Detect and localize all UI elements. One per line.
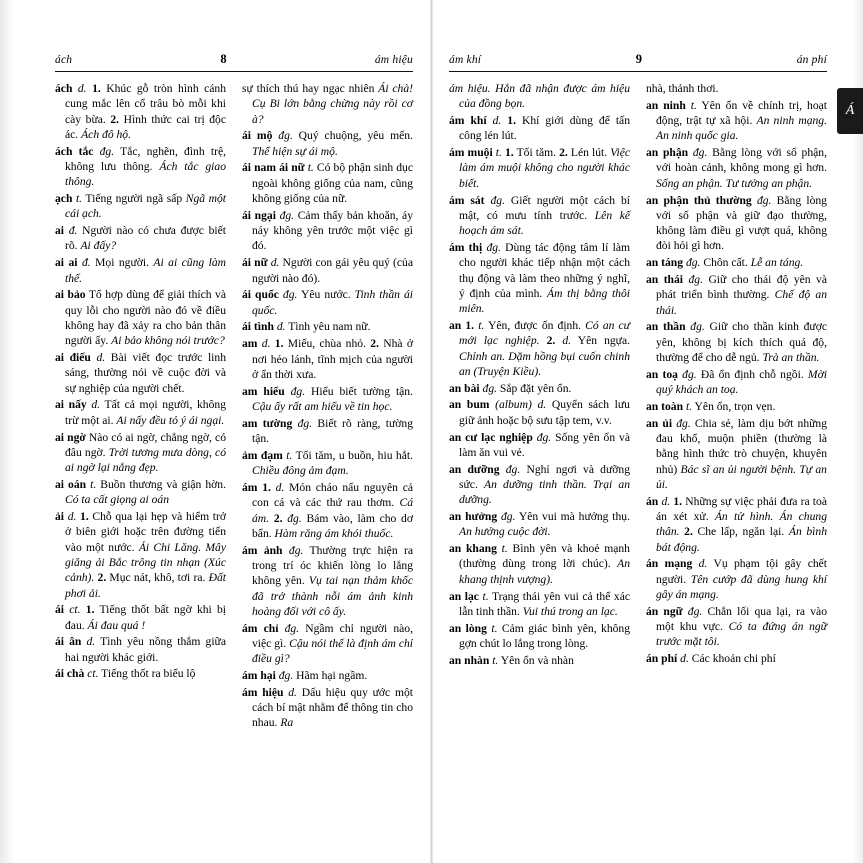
right-header-rule [449, 71, 827, 72]
dictionary-entry: an dưỡng đg. Nghỉ ngơi và dưỡng sức. An dưỡng tinh thần. Trại an dưỡng. [449, 462, 630, 507]
dictionary-entry: an hưởng đg. Yên vui mà hưởng thụ. An hưởng cuộc đời. [449, 510, 631, 539]
right-folio: 9 [635, 52, 643, 66]
alphabet-thumb-tab: Á [837, 88, 863, 134]
dictionary-entry: an cư lạc nghiệp đg. Sống yên ổn và làm ăn vui vẻ. [449, 430, 630, 459]
dictionary-entry: ám khí d. 1. Khí giới dùng để tấn công lén lút. [449, 114, 630, 143]
dictionary-entry: ái tình d. Tình yêu nam nữ. [242, 320, 371, 334]
dictionary-entry: an lạc t. Trạng thái yên vui cả thể xác lẫn tinh thần. Vui thú trong an lạc. [449, 589, 630, 618]
dictionary-entry: am hiểu đg. Hiểu biết tường tận. Cậu ấy rất am hiểu về tin học. [242, 384, 414, 413]
right-column-1 [449, 81, 630, 669]
dictionary-entry: an toạ đg. Đã ổn định chỗ ngồi. Mời quý khách an toạ. [646, 367, 827, 397]
dictionary-entry: ái nam ái nữ t. Có bộ phận sinh dục ngoài không giống của nam, cũng không giống của nữ. [242, 161, 413, 206]
dictionary-entry: ám hiệu. Hắn đã nhận được ám hiệu của đồng bọn. [449, 82, 630, 111]
dictionary-entry: ám muội t. 1. Tối tăm. 2. Lén lút. Việc làm ám muội không cho người khác biết. [449, 146, 630, 190]
dictionary-entry: ám thị đg. Dùng tác động tâm lí làm cho người khác tiếp nhận một cách thụ động và làm theo những ý nghĩ, ý định của mình. Ám thị bằng thôi miên. [449, 240, 630, 316]
dictionary-entry: an nhàn t. Yên ổn và nhàn [449, 653, 574, 667]
left-columns [55, 81, 413, 732]
dictionary-entry: nhà, thảnh thơi. [646, 82, 719, 95]
left-folio: 8 [220, 52, 227, 66]
dictionary-entry: ái nữ d. Người con gái yêu quý (của người nào đó). [242, 256, 413, 285]
dictionary-entry: ạch t. Tiếng người ngã sấp Ngã một cái ạch. [55, 192, 226, 221]
dictionary-entry: ám 1. d. Món cháo nấu nguyên cả con cá và các thứ rau thơm. Cá ám. 2. đg. Bám vào, làm cho dơ bẩn. Hàm răng ám khói thuốc. [242, 480, 414, 540]
right-page [431, 0, 863, 863]
dictionary-entry: ảm đạm t. Tối tăm, u buồn, hiu hắt. Chiều đông ảm đạm. [242, 448, 413, 478]
right-running-head [449, 52, 827, 67]
dictionary-entry: an khang t. Bình yên và khoẻ mạnh (thường dùng trong lời chúc). An khang thịnh vượng). [449, 542, 630, 586]
right-columns [449, 81, 827, 669]
dictionary-entry: án phí d. Các khoản chi phí [646, 652, 776, 666]
dictionary-entry: án d. 1. Những sự việc phải đưa ra toà án xét xử. Án tử hình. Án chung thân. 2. Che lấp, ngăn lại. Án bình bát động. [646, 494, 827, 554]
dictionary-entry: an bum (album) d. Quyển sách lưu giữ ảnh hoặc bộ sưu tập tem, v.v. [449, 398, 630, 427]
left-column-1 [55, 81, 226, 732]
dictionary-entry: ái ân d. Tình yêu nồng thắm giữa hai người khác giới. [55, 635, 226, 664]
dictionary-entry: an ủi đg. Chia sẻ, làm dịu bớt những đau khổ, muộn phiền (thường là bằng hình thức trò chuyện, khuyên nhủ) Bác sĩ an ủi người bệnh. Tự an ủi. [646, 416, 827, 491]
right-column-2 [646, 81, 827, 669]
dictionary-entry: am tường đg. Biết rõ ràng, tường tận. [242, 416, 413, 446]
dictionary-entry: an ninh t. Yên ổn về chính trị, hoạt động, trật tự xã hội. An ninh mạng. An ninh quốc gia. [646, 98, 827, 143]
dictionary-entry: ải d. 1. Chỗ qua lại hẹp và hiểm trở ở biên giới hoặc trên đường tiến vào một nước. Ải Chi Lăng. Mây giăng ải Bắc trông tin nhạn (Xúc cảnh). 2. Mục nát, khô, tơi ra. Đất phơi ải. [55, 510, 226, 600]
dictionary-entry: sự thích thú hay ngạc nhiên Ái chà! Cụ Bi lớn bằng chừng này rồi cơ à? [242, 82, 413, 126]
dictionary-entry: an bài đg. Sắp đặt yên ổn. [449, 381, 572, 395]
dictionary-entry: ám hại đg. Hãm hại ngầm. [242, 668, 368, 682]
right-header-last-entry: án phí [796, 54, 827, 66]
dictionary-entry: an thái đg. Giữ cho thái độ yên và phát triển bình thường. Chế độ an thái. [646, 273, 827, 317]
dictionary-entry: ai ngờ Nào có ai ngờ, chẳng ngờ, có đâu ngờ. Trời tương mưa dòng, có ai ngờ lại nắng đẹp. [55, 430, 226, 475]
dictionary-entry: an lòng t. Cảm giác bình yên, không gợn chút lo lắng trong lòng. [449, 621, 631, 650]
dictionary-entry: ai oán t. Buồn thương và giận hờn. Có ta cất giọng ai oán [55, 477, 226, 507]
left-column-2 [242, 81, 413, 732]
left-page [0, 0, 431, 863]
dictionary-entry: an phận thủ thường đg. Bằng lòng với số phận và giữ đạo thường, không làm điều gì vượt quá, không đòi hỏi gì hơn. [646, 193, 827, 253]
dictionary-entry: an 1. t. Yên, được ổn định. Có an cư mới lạc nghiệp. 2. d. Yên ngựa. Chỉnh an. Dặm hồng bụi cuốn chinh an (Truyện Kiều). [449, 318, 630, 378]
dictionary-entry: ai điếu d. Bài viết đọc trước linh sáng, thường nói về cuộc đời và sự nghiệp của người chết. [55, 351, 226, 395]
dictionary-entry: am d. 1. Miếu, chùa nhỏ. 2. Nhà ở nơi hẻo lánh, tĩnh mịch của người ở ẩn thời xưa. [242, 337, 414, 381]
dictionary-entry: ám chỉ đg. Ngầm chỉ người nào, việc gì. Cậu nói thế là định ám chỉ điều gì? [242, 621, 413, 666]
dictionary-entry: án ngữ đg. Chắn lối qua lại, ra vào một khu vực. Có ta đứng án ngữ trước mặt tôi. [646, 604, 828, 649]
dictionary-entry: ám hiệu d. Dấu hiệu quy ước một cách bí mật nhằm để thông tin cho nhau. Ra [242, 685, 413, 730]
dictionary-entry: ai đ. Người nào có chưa được biết rõ. Ai đấy? [55, 224, 226, 253]
dictionary-entry: an toàn t. Yên ổn, trọn vẹn. [646, 399, 776, 413]
dictionary-entry: ái mộ đg. Quý chuộng, yêu mến. Thể hiện sự ái mộ. [242, 129, 413, 158]
dictionary-entry: ái ct. 1. Tiếng thốt bất ngờ khi bị đau. Ái đau quá ! [55, 603, 226, 632]
left-header-rule [55, 71, 413, 72]
dictionary-entry: án mạng d. Vụ phạm tội gây chết người. Tên cướp đã dùng hung khí gây án mạng. [646, 557, 828, 601]
dictionary-entry: ám ảnh đg. Thường trực hiện ra trong trí óc khiến lòng lo lắng không yên. Vụ tai nạn thảm khốc đã trở thành nỗi ám ảnh kinh hoàng đối với cô ấy. [242, 543, 413, 618]
left-running-head [55, 52, 413, 67]
dictionary-entry: ách d. 1. Khúc gỗ tròn hình cánh cung mắc lên cổ trâu bò mỗi khi cày bừa. 2. Hình thức cai trị độc ác. Ách đô hộ. [55, 82, 227, 141]
dictionary-entry: ai ai đ. Mọi người. Ai ai cũng làm thế. [55, 256, 226, 285]
right-header-first-entry: ám khí [449, 54, 482, 66]
left-header-last-entry: ám hiệu [374, 54, 413, 66]
dictionary-entry: ái chà ct. Tiếng thốt ra biểu lộ [55, 667, 196, 681]
dictionary-entry: ái ngại đg. Cảm thấy bản khoăn, áy náy không yên trước một việc gì đó. [242, 208, 413, 253]
dictionary-entry: an táng đg. Chôn cất. Lễ an táng. [646, 256, 804, 270]
dictionary-entry: ám sát đg. Giết người một cách bí mật, có mưu tính trước. Lên kế hoạch ám sát. [449, 193, 630, 238]
dictionary-entry: an thần đg. Giữ cho thần kinh được yên, không bị kích thích quá độ, thường để cho dễ ngủ. Trà an thần. [646, 320, 827, 365]
dictionary-entry: ai bảo Tổ hợp dùng để giải thích và quy lỗi cho người nào đó về điều không hay đã xảy ra cho bản thân người ấy. Ai bảo không nói trước? [55, 288, 226, 348]
dictionary-entry: an phận đg. Bằng lòng với số phận, với hoàn cảnh, không mong gì hơn. Sống an phận. Tư tưởng an phận. [646, 146, 827, 190]
left-header-first-entry: ách [55, 54, 73, 66]
dictionary-entry: ái quốc đg. Yêu nước. Tinh thần ái quốc. [242, 288, 413, 317]
dictionary-entry: ách tắc đg. Tắc, nghẽn, đình trệ, không lưu thông. Ách tắc giao thông. [55, 144, 226, 189]
dictionary-entry: ai nấy d. Tất cả mọi người, không trừ một ai. Ai nấy đều tỏ ý ái ngại. [55, 398, 226, 427]
